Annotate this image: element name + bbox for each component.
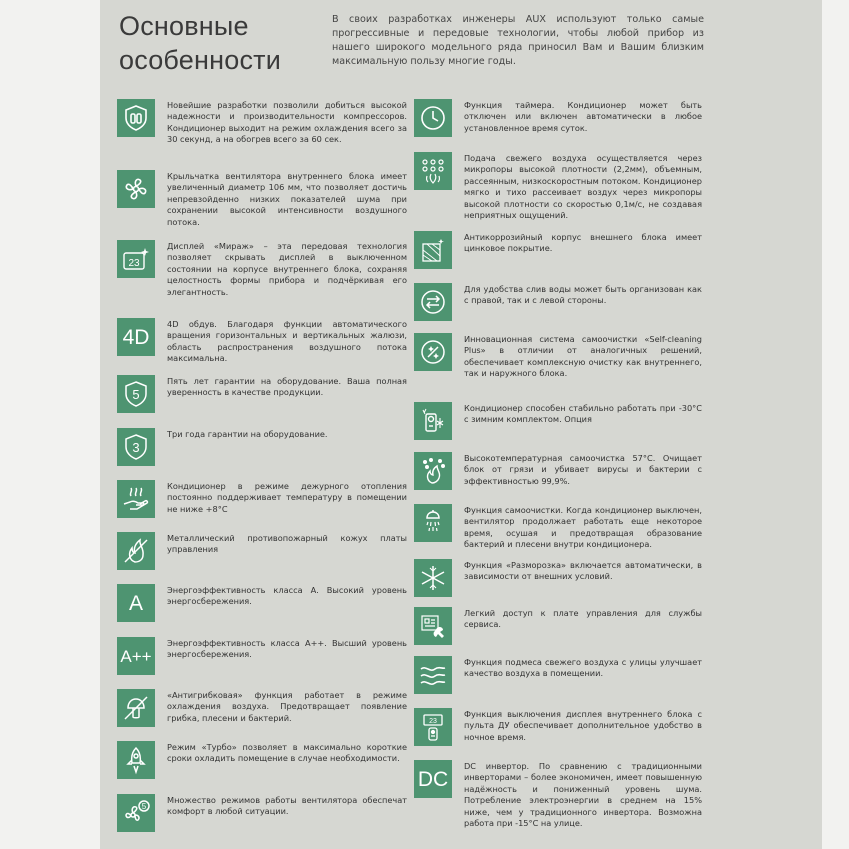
feature-text: Металлический противопожарный кожух платы управления <box>167 533 407 555</box>
defrost-snowflake-icon <box>414 559 452 597</box>
feature-text: Энергоэффективность класса А++. Высший уровень энергосбережения. <box>167 638 407 660</box>
high-temp-cleaning-icon <box>414 452 452 490</box>
warranty-3-icon <box>117 428 155 466</box>
energy-class-a-icon <box>117 584 155 622</box>
title-line-2: особенности <box>119 45 281 75</box>
feature-text: Функция таймера. Кондиционер может быть отключен или включен автоматически в любое установленное время суток. <box>464 100 702 133</box>
self-clean-shower-icon <box>414 504 452 542</box>
turbo-rocket-icon <box>117 741 155 779</box>
feature-text: Для удобства слив воды может быть организован как с правой, так и с левой стороны. <box>464 284 702 306</box>
anticorrosion-case-icon <box>414 231 452 269</box>
warranty-5-icon <box>117 375 155 413</box>
energy-class-a-plus-plus-glyph: A++ <box>120 646 152 666</box>
dc-inverter-icon <box>414 760 452 798</box>
feature-text: Кондиционер в режиме дежурного отопления постоянно поддерживает температуру в помещении не ниже +8°С <box>167 481 407 514</box>
feature-text: Энергоэффективность класса А. Высокий уровень энергосбережения. <box>167 585 407 607</box>
energy-class-a-plus-plus-icon <box>117 637 155 675</box>
feature-text: Три года гарантии на оборудование. <box>167 429 328 439</box>
intro-paragraph: В своих разработках инженеры AUX используют только самые прогрессивные и передовые технологии, чтобы любой прибор из нашего широкого модельного ряда приносил Вам и Вашим близким максимальную пользу многие годы. <box>332 14 704 67</box>
anti-fungal-icon <box>117 689 155 727</box>
feature-text: Множество режимов работы вентилятора обеспечат комфорт в любой ситуации. <box>167 795 407 817</box>
mirage-display-icon <box>117 240 155 278</box>
feature-text: Режим «Турбо» позволяет в максимально короткие сроки охладить помещение в случае необходимости. <box>167 742 407 764</box>
feature-text: Крыльчатка вентилятора внутреннего блока имеет увеличенный диаметр 106 мм, что позволяет достичь непревзойденно низких показателей шума при сохранении высокой интенсивности воздушного потока. <box>167 171 407 227</box>
title-line-1: Основные <box>119 11 249 41</box>
feature-text: Антикоррозийный корпус внешнего блока имеет цинковое покрытие. <box>464 232 702 254</box>
feature-text: Инновационная система самоочистки «Self-cleaning Plus» в отличии от аналогичных решений, обеспечивает комплексную очистку как внутреннего, так и наружного блока. <box>464 334 702 379</box>
feature-text: Функция подмеса свежего воздуха с улицы улучшает качество воздуха в помещении. <box>464 657 702 679</box>
drain-both-sides-icon <box>414 283 452 321</box>
feature-text: Легкий доступ к плате управления для службы сервиса. <box>464 608 702 630</box>
self-cleaning-plus-icon <box>414 333 452 371</box>
compressor-icon <box>117 99 155 137</box>
feature-text: DC инвертор. По сравнению с традиционными инверторами – более экономичен, имеет повышенную надёжность и пониженный уровень шума. Потребление электроэнергии в среднем на 15% ниже, чем у традиционного инвертора. Возможна работа при -15°С на улице. <box>464 761 702 829</box>
feature-text: Функция выключения дисплея внутреннего блока с пульта ДУ обеспечивает дополнительное удобство в ночное время. <box>464 709 702 742</box>
fresh-air-mixing-icon <box>414 656 452 694</box>
warranty-3-glyph: 3 <box>132 440 140 455</box>
dc-inverter-glyph: DC <box>417 767 449 791</box>
mirage-display-glyph: 23 <box>128 258 140 269</box>
catalog-page <box>100 0 822 849</box>
feature-text: Функция «Разморозка» включается автоматически, в зависимости от внешних условий. <box>464 560 702 582</box>
feature-text: Кондиционер способен стабильно работать при -30°С с зимним комплектом. Опция <box>464 403 702 425</box>
warranty-5-glyph: 5 <box>132 387 140 402</box>
feature-text: Подача свежего воздуха осуществляется через микропоры высокой плотности (2,2мм), объемным, рассеянным, низкоскоростным потоком. Кондиционер мягко и тихо рассеивает воздух через микропоры высокой плотности со скоростью 0,1м/с, не создавая неприятных ощущений. <box>464 153 702 221</box>
fresh-air-micropores-icon <box>414 152 452 190</box>
feature-text: Высокотемпературная самоочистка 57°С. Очищает блок от грязи и убивает вирусы и бактерии с эффективностью 99,9%. <box>464 453 702 486</box>
standby-heating-icon <box>117 480 155 518</box>
display-off-remote-icon <box>414 708 452 746</box>
energy-class-a-glyph: A <box>128 591 143 615</box>
airflow-4d-icon <box>117 318 155 356</box>
svg-text:5: 5 <box>141 802 147 811</box>
timer-clock-icon <box>414 99 452 137</box>
feature-text: Функция самоочистки. Когда кондиционер выключен, вентилятор продолжает работать еще некоторое время, осушая и предотвращая образование бактерий и плесени внутри кондиционера. <box>464 505 702 550</box>
feature-text: Дисплей «Мираж» – эта передовая технология позволяет скрывать дисплей в выключенном состоянии на корпусе внутреннего блока, сохраняя целостность формы прибора и подчёркивая его элегантность. <box>167 241 407 297</box>
svg-text:23: 23 <box>429 718 437 725</box>
feature-text: Новейшие разработки позволили добиться высокой надежности и производительности компрессоров. Кондиционер выходит на режим охлаждения всего за 30 секунд, а на обогрев всего за 60 сек. <box>167 100 407 145</box>
page-title <box>119 9 281 77</box>
fan-modes-5-icon <box>117 794 155 832</box>
feature-text: 4D обдув. Благодаря функции автоматического вращения горизонтальных и вертикальных жалюзи, область распространения воздушного потока максимальна. <box>167 319 407 364</box>
fireproof-cover-icon <box>117 532 155 570</box>
winter-kit-icon <box>414 402 452 440</box>
fan-impeller-icon <box>117 170 155 208</box>
control-board-access-icon <box>414 607 452 645</box>
feature-text: Пять лет гарантии на оборудование. Ваша полная уверенность в качестве продукции. <box>167 376 407 398</box>
feature-text: «Антигрибковая» функция работает в режиме охлаждения воздуха. Предотвращает появление грибка, плесени и бактерий. <box>167 690 407 723</box>
airflow-4d-glyph: 4D <box>122 325 150 349</box>
